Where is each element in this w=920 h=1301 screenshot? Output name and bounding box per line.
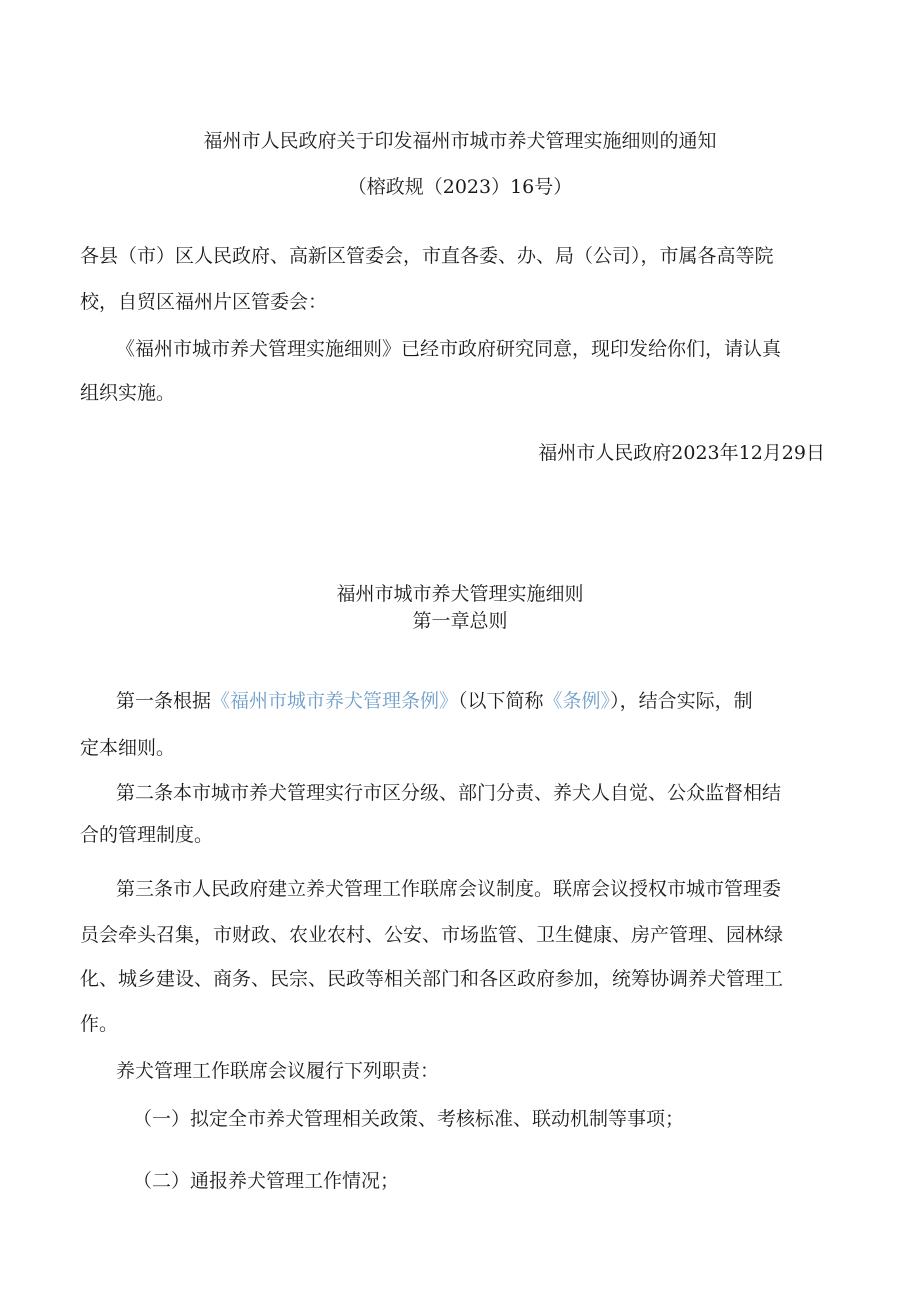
article-1-prefix: 第一条根据 bbox=[116, 690, 212, 712]
article-3-line3: 化、城乡建设、商务、民宗、民政等相关部门和各区政府参加，统筹协调养犬管理工 bbox=[80, 968, 784, 990]
article-1-line2: 定本细则。 bbox=[80, 737, 176, 759]
chapter-heading: 第一章总则 bbox=[412, 610, 508, 632]
notice-doc-number: （榕政规（2023）16号） bbox=[347, 176, 573, 198]
notice-signature: 福州市人民政府2023年12月29日 bbox=[538, 442, 825, 464]
notice-recipients-line1: 各县（市）区人民政府、高新区管委会，市直各委、办、局（公司），市属各高等院 bbox=[80, 245, 774, 267]
article-1-suffix: ），结合实际，制 bbox=[610, 690, 753, 712]
duty-item-1: （一）拟定全市养犬管理相关政策、考核标准、联动机制等事项； bbox=[133, 1108, 685, 1130]
notice-body-line2: 组织实施。 bbox=[80, 382, 176, 404]
article-3-line4: 作。 bbox=[80, 1013, 119, 1035]
article-1-line1 bbox=[116, 688, 753, 714]
duties-intro: 养犬管理工作联席会议履行下列职责： bbox=[116, 1060, 440, 1082]
rules-title: 福州市城市养犬管理实施细则 bbox=[336, 583, 584, 605]
article-1-mid: （以下简称 bbox=[458, 690, 544, 712]
notice-title: 福州市人民政府关于印发福州市城市养犬管理实施细则的通知 bbox=[203, 130, 717, 152]
article-2-line2: 合的管理制度。 bbox=[80, 824, 214, 846]
notice-body-line1: 《福州市城市养犬管理实施细则》已经市政府研究同意，现印发给你们，请认真 bbox=[116, 338, 782, 360]
article-3-line1: 第三条市人民政府建立养犬管理工作联席会议制度。联席会议授权市城市管理委 bbox=[116, 878, 782, 900]
duty-item-2: （二）通报养犬管理工作情况； bbox=[133, 1170, 400, 1192]
notice-recipients-line2: 校，自贸区福州片区管委会： bbox=[80, 291, 328, 313]
article-2-line1: 第二条本市城市养犬管理实行市区分级、部门分责、养犬人自觉、公众监督相结 bbox=[116, 782, 782, 804]
article-3-line2: 员会牵头召集，市财政、农业农村、公安、市场监管、卫生健康、房产管理、园林绿 bbox=[80, 924, 784, 946]
regulation-short-link[interactable]: 《条例》 bbox=[543, 690, 611, 712]
regulation-link[interactable]: 《福州市城市养犬管理条例》 bbox=[211, 690, 459, 712]
